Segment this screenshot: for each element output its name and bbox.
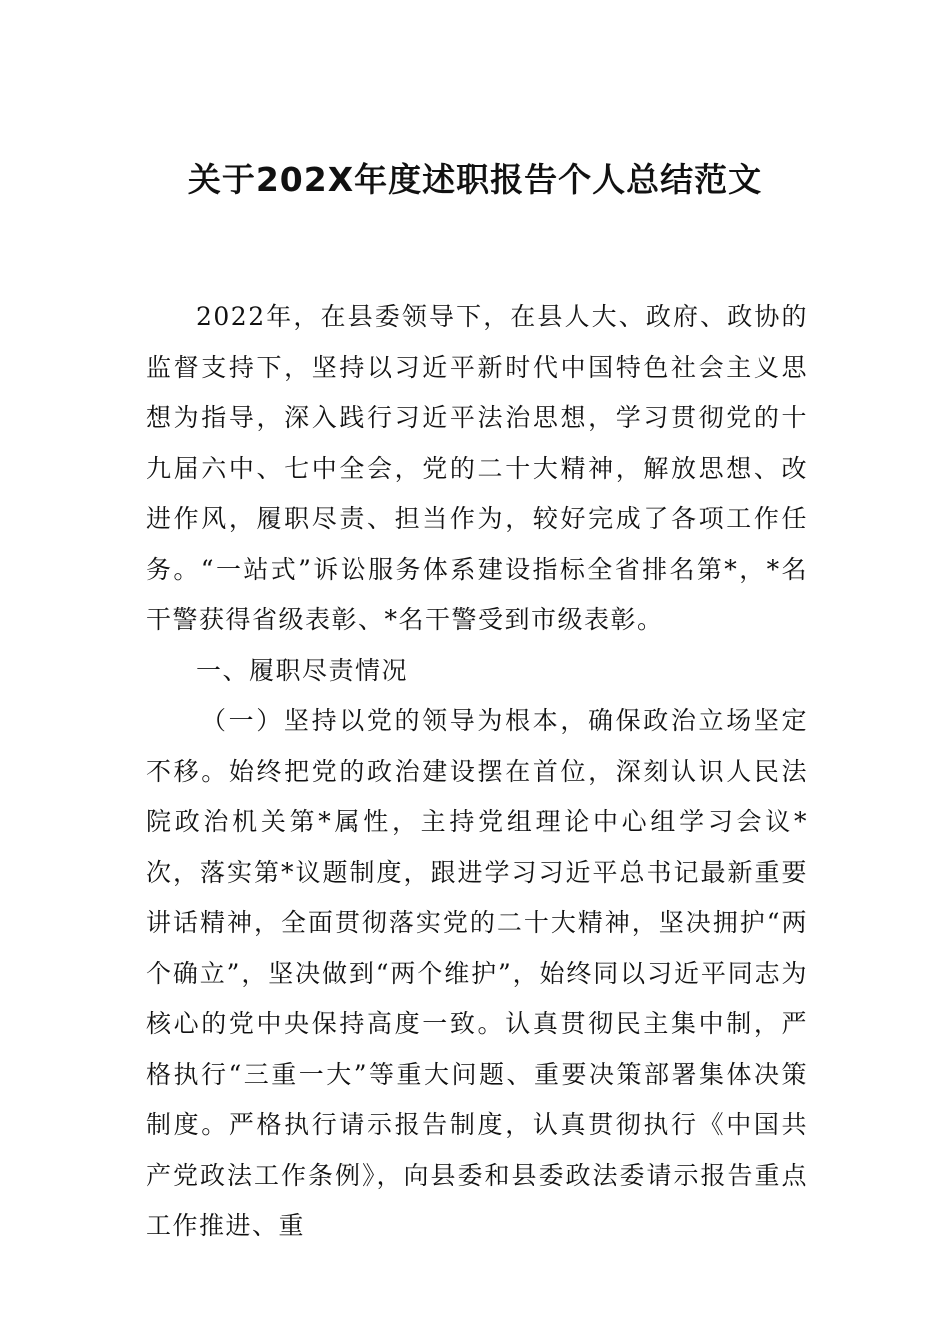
document-title: 关于202X年度述职报告个人总结范文 <box>187 160 763 199</box>
section-heading: 一、履职尽责情况 <box>196 655 409 685</box>
paragraph-section-1-1: （一）坚持以党的领导为根本，确保政治立场坚定不移。始终把党的政治建设摆在首位，深刻认识人民法院政治机关第*属性，主持党组理论中心组学习会议*次，落实第*议题制度，跟进学习习近平总书记最新重要讲话精神，全面贯彻落实党的二十大精神，坚决拥护“两个确立”，坚决做到“两个维护”，始终同以习近平同志为核心的党中央保持高度一致。认真贯彻民主集中制，严格执行“三重一大”等重大问题、重要决策部署集体决策制度。严格执行请示报告制度，认真贯彻执行《中国共产党政法工作条例》，向县委和县委政法委请示报告重点工作推进、重 <box>146 706 808 1240</box>
document-body <box>146 292 808 1252</box>
paragraph-intro: 2022年，在县委领导下，在县人大、政府、政协的监督支持下，坚持以习近平新时代中国特色社会主义思想为指导，深入践行习近平法治思想，学习贯彻党的十九届六中、七中全会，党的二十大精神，解放思想、改进作风，履职尽责、担当作为，较好完成了各项工作任务。“一站式”诉讼服务体系建设指标全省排名第*，*名干警获得省级表彰、*名干警受到市级表彰。 <box>146 302 808 634</box>
